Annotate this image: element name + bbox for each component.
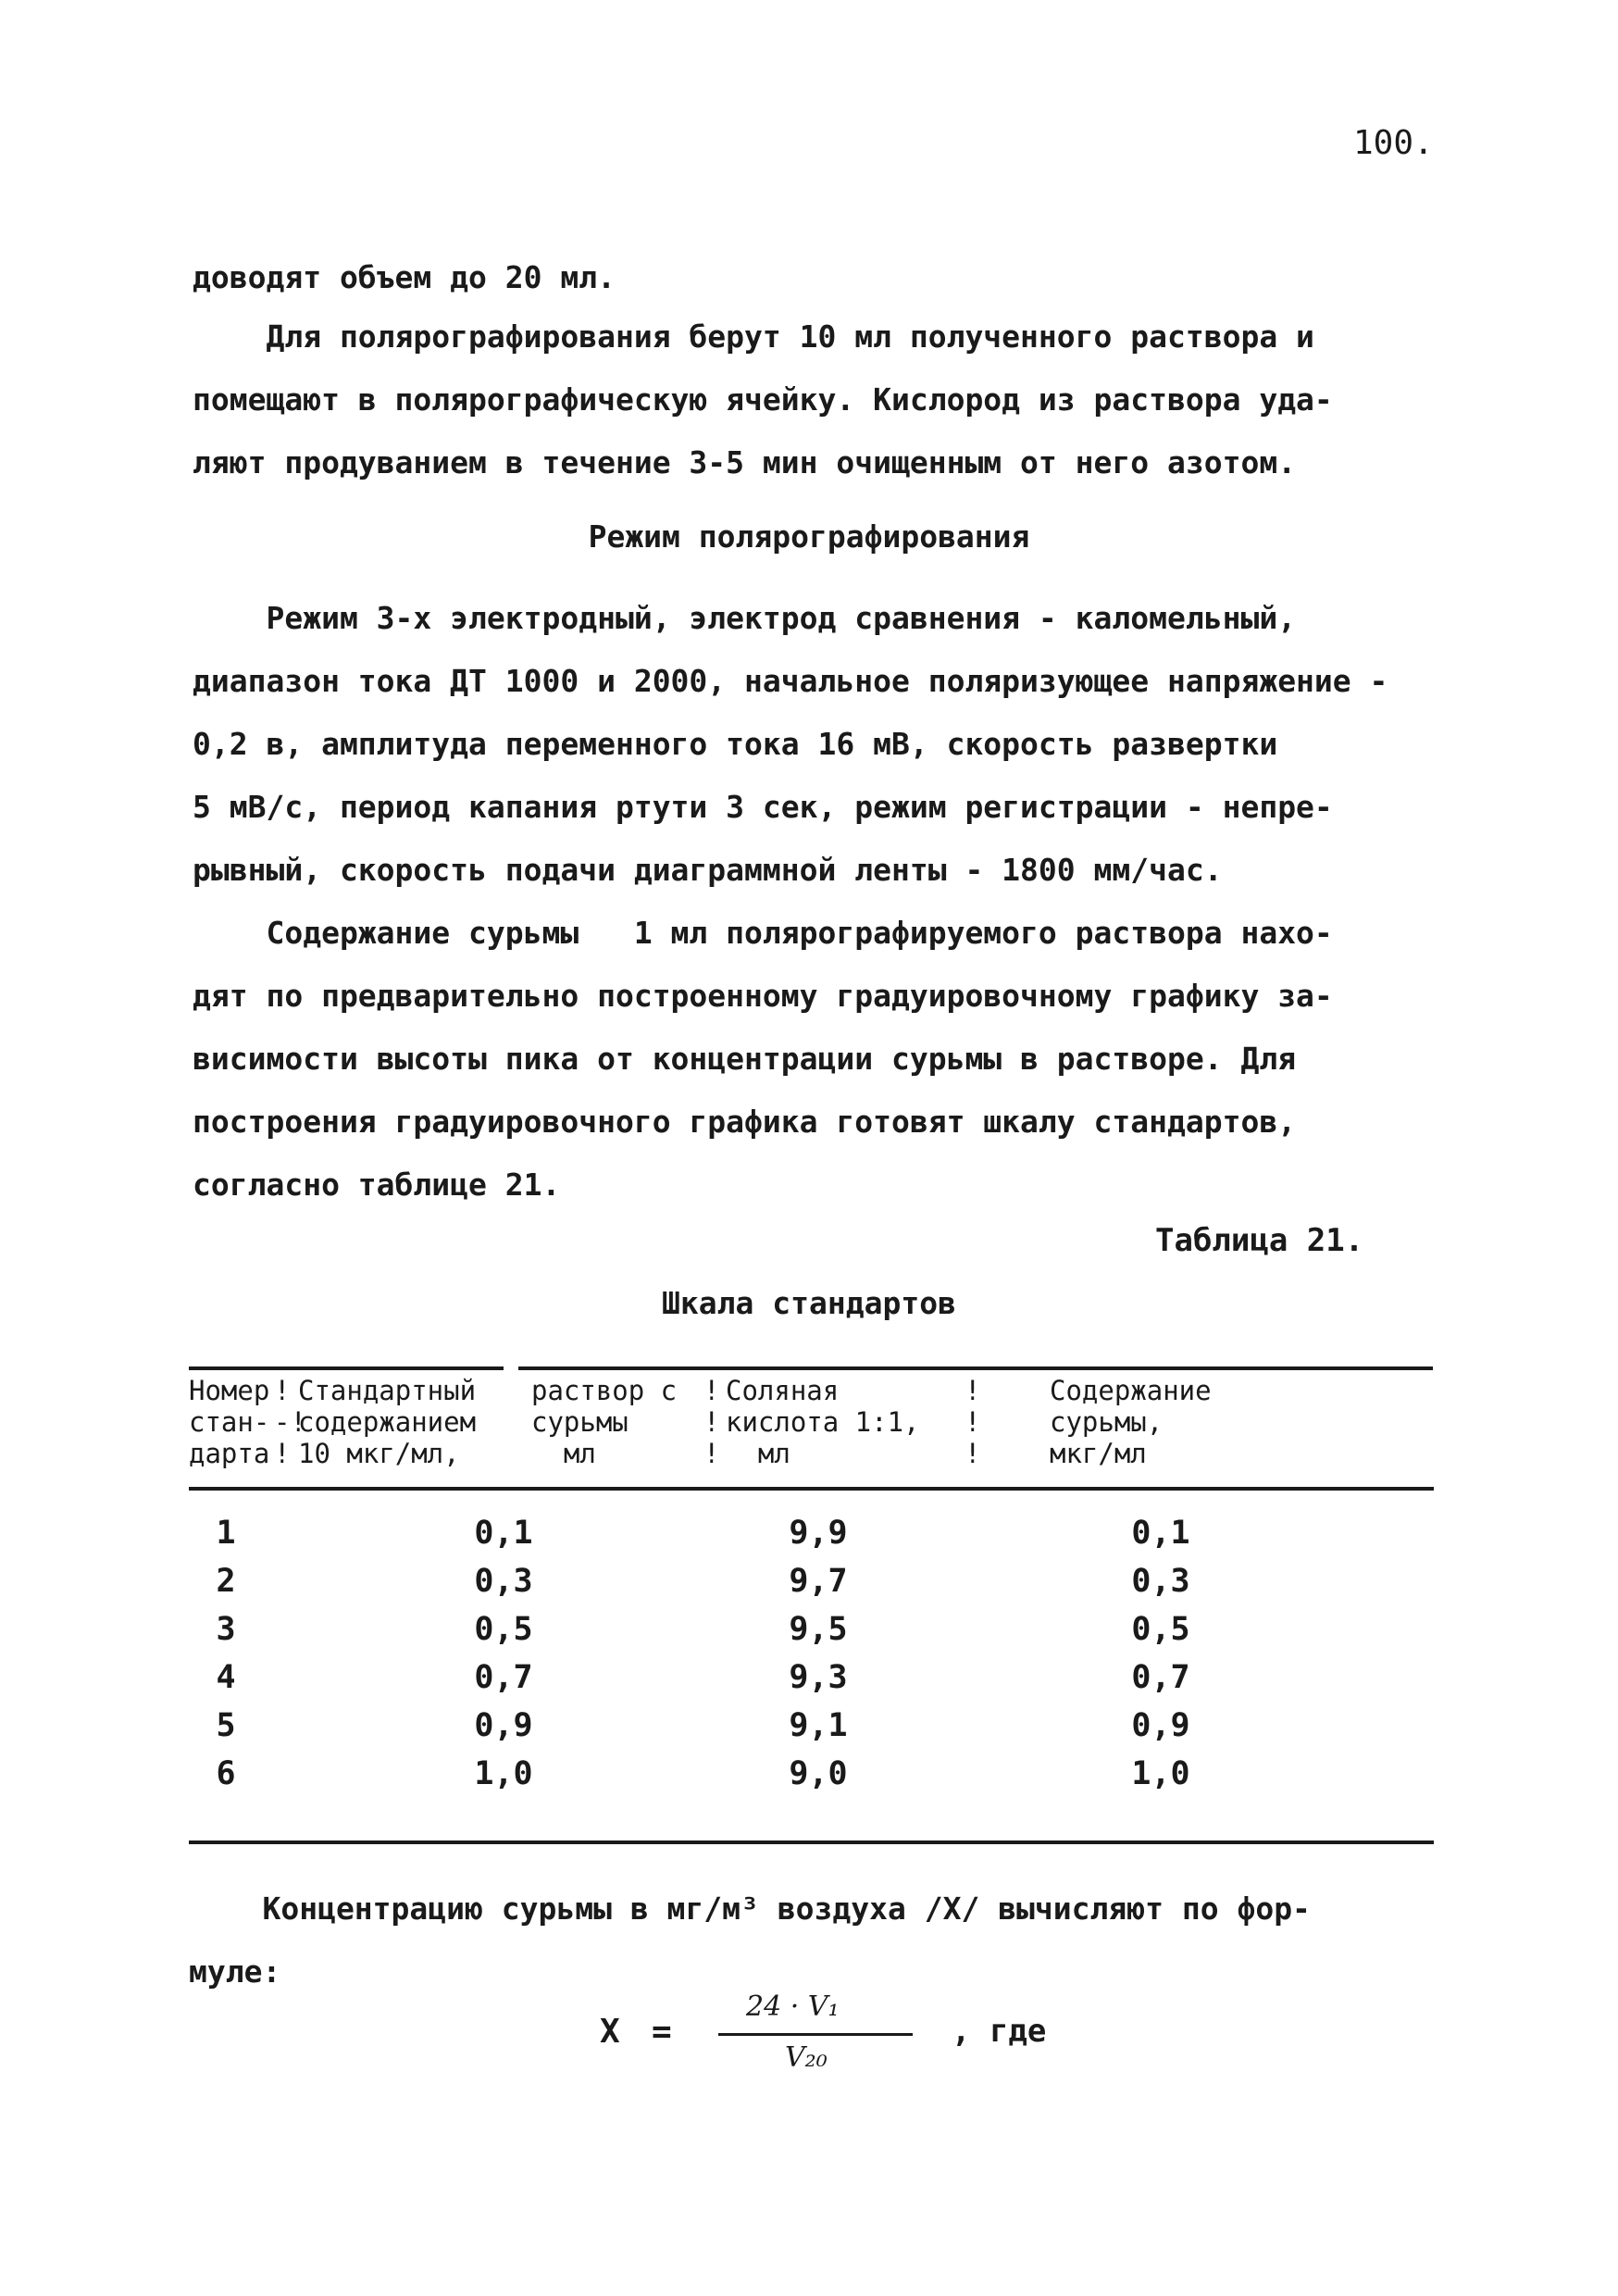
column-header-solution-volume: раствор с сурьмы мл (531, 1375, 678, 1469)
formula-suffix: , где (952, 2013, 1047, 2050)
column-separator: ! ! ! (965, 1375, 981, 1469)
column-header-number: Номер стан- дарта (189, 1375, 270, 1469)
text-line: построения градуировочного графика готовят шкалу стандартов, (193, 1104, 1297, 1140)
text-line: Для полярографирования берут 10 мл полученного раствора и (193, 318, 1314, 355)
table-caption: Таблица 21. (1155, 1222, 1364, 1259)
table-row (189, 1659, 1434, 1707)
cell-content: 0,5 (1131, 1611, 1190, 1648)
text-line: согласно таблице 21. (193, 1167, 561, 1203)
cell-number: 5 (216, 1707, 236, 1744)
column-separator: ! -! ! (274, 1375, 306, 1469)
column-header-antimony-content: Содержание сурьмы, мкг/мл (1050, 1375, 1212, 1469)
cell-content: 0,7 (1131, 1659, 1190, 1696)
table-header-rule (189, 1487, 1434, 1491)
text-line: висимости высоты пика от концентрации сурьмы в растворе. Для (193, 1041, 1297, 1077)
paragraph-sampling (193, 306, 1424, 494)
paragraph-formula-intro (189, 1878, 1429, 2003)
text-line: 5 мВ/с, период капания ртути 3 сек, режим регистрации - непре- (193, 789, 1333, 825)
text-line: помещают в полярографическую ячейку. Кислород из раствора уда- (193, 381, 1333, 418)
paragraph-continuation (193, 246, 1424, 309)
cell-content: 1,0 (1131, 1755, 1190, 1792)
paragraph-mode (193, 587, 1424, 902)
text-line: дят по предварительно построенному градуировочному графику за- (193, 978, 1333, 1014)
text-line: рывный, скорость подачи диаграммной ленты - 1800 мм/час. (193, 852, 1223, 888)
cell-content: 0,1 (1131, 1515, 1190, 1552)
cell-standard-volume: 0,9 (474, 1707, 533, 1744)
cell-content: 0,3 (1131, 1563, 1190, 1600)
cell-acid-volume: 9,7 (789, 1563, 848, 1600)
cell-number: 3 (216, 1611, 236, 1648)
formula-equals: = (652, 2013, 672, 2051)
cell-acid-volume: 9,3 (789, 1659, 848, 1696)
cell-acid-volume: 9,0 (789, 1755, 848, 1792)
table-row (189, 1563, 1434, 1611)
column-header-hydrochloric-acid: Соляная кислота 1:1, мл (726, 1375, 920, 1469)
formula-denominator: V₂₀ (785, 2041, 828, 2074)
text-line: муле: (189, 1953, 281, 1990)
text-line: 0,2 в, амплитуда переменного тока 16 мВ, скорость развертки (193, 726, 1278, 762)
formula-fraction-bar (718, 2033, 913, 2036)
column-header-standard-solution: Стандартный содержанием 10 мкг/мл, (298, 1375, 477, 1469)
section-heading: Режим полярографирования (588, 518, 1030, 555)
text-line: ляют продуванием в течение 3-5 мин очищенным от него азотом. (193, 444, 1297, 480)
text-line: Режим 3-х электродный, электрод сравнения - каломельный, (193, 600, 1297, 636)
cell-number: 1 (216, 1515, 236, 1552)
text-line: доводят объем до 20 мл. (193, 259, 616, 295)
table-header (189, 1375, 1434, 1477)
table-row (189, 1755, 1434, 1803)
cell-acid-volume: 9,1 (789, 1707, 848, 1744)
paragraph-calibration (193, 902, 1424, 1217)
table-title: Шкала стандартов (662, 1285, 956, 1321)
table-top-rule (518, 1366, 1433, 1370)
cell-standard-volume: 0,7 (474, 1659, 533, 1696)
text-line: Концентрацию сурьмы в мг/м³ воздуха /X/ вычисляют по фор- (189, 1890, 1311, 1927)
page-number: 100. (1353, 124, 1434, 162)
cell-acid-volume: 9,9 (789, 1515, 848, 1552)
cell-standard-volume: 0,5 (474, 1611, 533, 1648)
table-top-rule (189, 1366, 504, 1370)
cell-standard-volume: 0,1 (474, 1515, 533, 1552)
text-line: Содержание сурьмы 1 мл полярографируемого раствора нахо- (193, 915, 1333, 951)
table-row (189, 1707, 1434, 1755)
table-row (189, 1515, 1434, 1563)
formula-lhs: X (600, 2013, 620, 2051)
table-row (189, 1611, 1434, 1659)
formula-numerator: 24 · V₁ (746, 1990, 840, 2023)
cell-acid-volume: 9,5 (789, 1611, 848, 1648)
cell-number: 2 (216, 1563, 236, 1600)
cell-standard-volume: 1,0 (474, 1755, 533, 1792)
table-bottom-rule (189, 1841, 1434, 1844)
text-line: диапазон тока ДТ 1000 и 2000, начальное поляризующее напряжение - (193, 663, 1388, 699)
cell-number: 6 (216, 1755, 236, 1792)
cell-standard-volume: 0,3 (474, 1563, 533, 1600)
cell-content: 0,9 (1131, 1707, 1190, 1744)
column-separator: ! ! ! (703, 1375, 720, 1469)
cell-number: 4 (216, 1659, 236, 1696)
